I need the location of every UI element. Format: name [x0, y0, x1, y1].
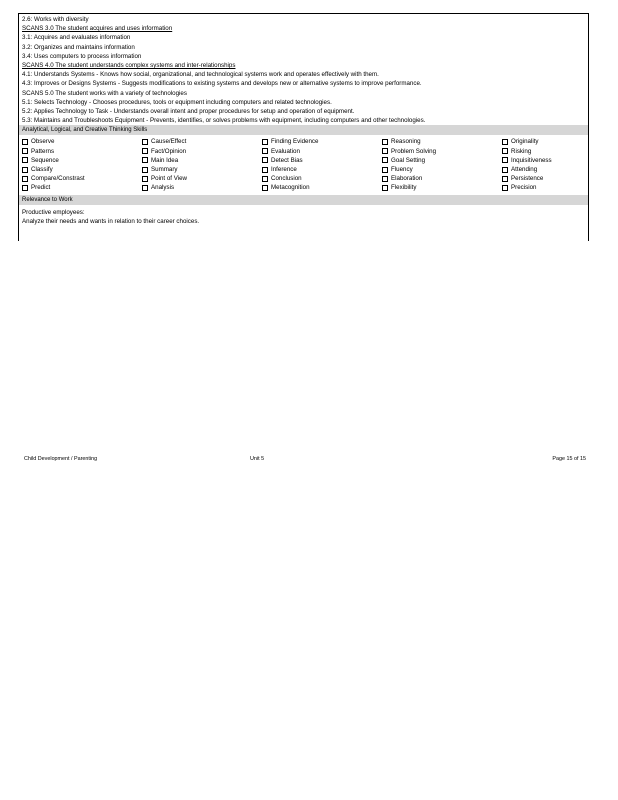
skill-item	[502, 147, 590, 156]
skill-checkbox[interactable]	[382, 148, 388, 154]
footer-unit: Unit 5	[250, 456, 265, 462]
skill-checkbox[interactable]	[142, 176, 148, 182]
skill-checkbox[interactable]	[22, 167, 28, 173]
skill-checkbox[interactable]	[22, 185, 28, 191]
skills-column	[22, 137, 142, 192]
skill-label: Compare/Constrast	[31, 175, 85, 183]
skill-checkbox[interactable]	[262, 148, 268, 154]
relevance-to-work-content	[19, 205, 588, 226]
scans-item: 3.2: Organizes and maintains information	[22, 43, 135, 51]
skill-item	[502, 174, 590, 183]
skill-label: Metacognition	[271, 184, 310, 192]
skill-label: Point of View	[151, 175, 188, 183]
skill-label: Evaluation	[271, 147, 300, 155]
standards-table	[18, 13, 589, 241]
skills-column	[142, 137, 262, 192]
skill-item	[142, 156, 262, 165]
skill-label: Persistence	[511, 175, 544, 183]
skill-label: Precision	[511, 184, 537, 192]
scans-item: 3.4: Uses computers to process information	[22, 52, 142, 60]
skill-item	[262, 137, 382, 146]
skill-checkbox[interactable]	[262, 176, 268, 182]
skill-checkbox[interactable]	[502, 185, 508, 191]
skill-checkbox[interactable]	[142, 157, 148, 163]
skill-item	[382, 165, 502, 174]
skill-checkbox[interactable]	[262, 139, 268, 145]
skill-label: Summary	[151, 166, 178, 173]
skill-label: Sequence	[31, 156, 59, 164]
skill-item	[382, 137, 502, 146]
skill-item	[502, 156, 590, 165]
skill-checkbox[interactable]	[502, 157, 508, 163]
skill-checkbox[interactable]	[502, 167, 508, 173]
skill-item	[22, 156, 142, 165]
relevance-to-work-header: Relevance to Work	[19, 195, 588, 205]
skill-checkbox[interactable]	[142, 148, 148, 154]
skill-checkbox[interactable]	[22, 139, 28, 145]
skill-label: Cause/Effect	[151, 138, 187, 146]
skill-item	[382, 183, 502, 192]
page-footer	[24, 454, 586, 464]
skill-checkbox[interactable]	[502, 176, 508, 182]
thinking-skills-checklist	[19, 135, 588, 194]
scans-item: 3.1: Acquires and evaluates information	[22, 34, 131, 42]
skill-label: Reasoning	[391, 138, 421, 146]
skill-label: Analysis	[151, 184, 175, 192]
skill-checkbox[interactable]	[262, 185, 268, 191]
scans-item: 5.1: Selects Technology - Chooses procedures, tools or equipment including computers and related technologies.	[22, 98, 332, 106]
skill-item	[382, 174, 502, 183]
skill-label: Main Idea	[151, 156, 179, 164]
skill-item	[262, 183, 382, 192]
skill-label: Finding Evidence	[271, 138, 319, 146]
skill-item	[142, 165, 262, 174]
scans-item: 4.1: Understands Systems - Knows how social, organizational, and technological systems work and operates effectively with them.	[22, 71, 379, 79]
skill-label: Flexibility	[391, 184, 417, 192]
skill-label: Inference	[271, 166, 297, 173]
skill-item	[142, 174, 262, 183]
skill-checkbox[interactable]	[382, 139, 388, 145]
skill-checkbox[interactable]	[382, 167, 388, 173]
skill-label: Fluency	[391, 166, 413, 173]
skill-label: Fact/Opinion	[151, 147, 187, 155]
skill-label: Conclusion	[271, 175, 302, 183]
skill-checkbox[interactable]	[22, 148, 28, 154]
skill-item	[502, 137, 590, 146]
footer-course: Child Development / Parenting	[24, 456, 98, 462]
skill-checkbox[interactable]	[22, 157, 28, 163]
skill-item	[142, 183, 262, 192]
scans-standards-list	[19, 14, 588, 125]
skill-checkbox[interactable]	[502, 148, 508, 154]
skill-item	[22, 174, 142, 183]
skill-checkbox[interactable]	[382, 176, 388, 182]
skill-item	[502, 165, 590, 174]
skill-checkbox[interactable]	[382, 157, 388, 163]
skill-checkbox[interactable]	[262, 167, 268, 173]
skill-item	[502, 183, 590, 192]
skill-label: Problem Solving	[391, 147, 437, 155]
skill-label: Classify	[31, 166, 53, 173]
skill-label: Attending	[511, 166, 538, 173]
skill-item	[142, 137, 262, 146]
relevance-line: Productive employees:	[22, 208, 85, 216]
skill-item	[22, 147, 142, 156]
scans-item: 5.2: Applies Technology to Task - Understands overall intent and proper procedures for setup and operation of equipment.	[22, 108, 355, 116]
skill-checkbox[interactable]	[142, 139, 148, 145]
skill-checkbox[interactable]	[142, 185, 148, 191]
skill-item	[262, 156, 382, 165]
skill-item	[262, 165, 382, 174]
scans-item: 4.3: Improves or Designs Systems - Suggests modifications to existing systems and develops new or alternative systems to improve performance.	[22, 80, 422, 88]
skill-item	[142, 147, 262, 156]
scans-heading: SCANS 4.0 The student understands complex systems and inter-relationships	[22, 62, 236, 70]
skills-column	[382, 137, 502, 192]
skill-label: Inquisitiveness	[511, 156, 552, 164]
skill-label: Patterns	[31, 147, 55, 155]
skill-item	[382, 156, 502, 165]
skill-item	[22, 137, 142, 146]
footer-page-number: Page 15 of 15	[552, 456, 586, 462]
skill-label: Predict	[31, 184, 51, 192]
skill-checkbox[interactable]	[502, 139, 508, 145]
skill-checkbox[interactable]	[382, 185, 388, 191]
skill-label: Elaboration	[391, 175, 423, 183]
skill-label: Originality	[511, 138, 539, 146]
skill-checkbox[interactable]	[22, 176, 28, 182]
skill-label: Observe	[31, 138, 55, 146]
skill-item	[22, 165, 142, 174]
scans-item: SCANS 5.0 The student works with a variety of technologies	[22, 89, 187, 97]
skill-item	[22, 183, 142, 192]
scans-item: 2.6: Works with diversity	[22, 16, 89, 23]
skill-item	[262, 147, 382, 156]
scans-item: 5.3: Maintains and Troubleshoots Equipment - Prevents, identifies, or solves problems with equipment, including computers and other technologies.	[22, 117, 426, 125]
skills-column	[502, 137, 590, 192]
relevance-line: Analyze their needs and wants in relation to their career choices.	[22, 217, 200, 225]
skill-checkbox[interactable]	[262, 157, 268, 163]
scans-heading: SCANS 3.0 The student acquires and uses information	[22, 25, 173, 33]
skills-column	[262, 137, 382, 192]
skill-item	[262, 174, 382, 183]
skill-item	[382, 147, 502, 156]
skill-label: Detect Bias	[271, 156, 303, 164]
skill-label: Risking	[511, 147, 532, 155]
thinking-skills-header: Analytical, Logical, and Creative Thinking Skills	[19, 125, 588, 135]
skill-label: Goal Setting	[391, 156, 426, 164]
skill-checkbox[interactable]	[142, 167, 148, 173]
